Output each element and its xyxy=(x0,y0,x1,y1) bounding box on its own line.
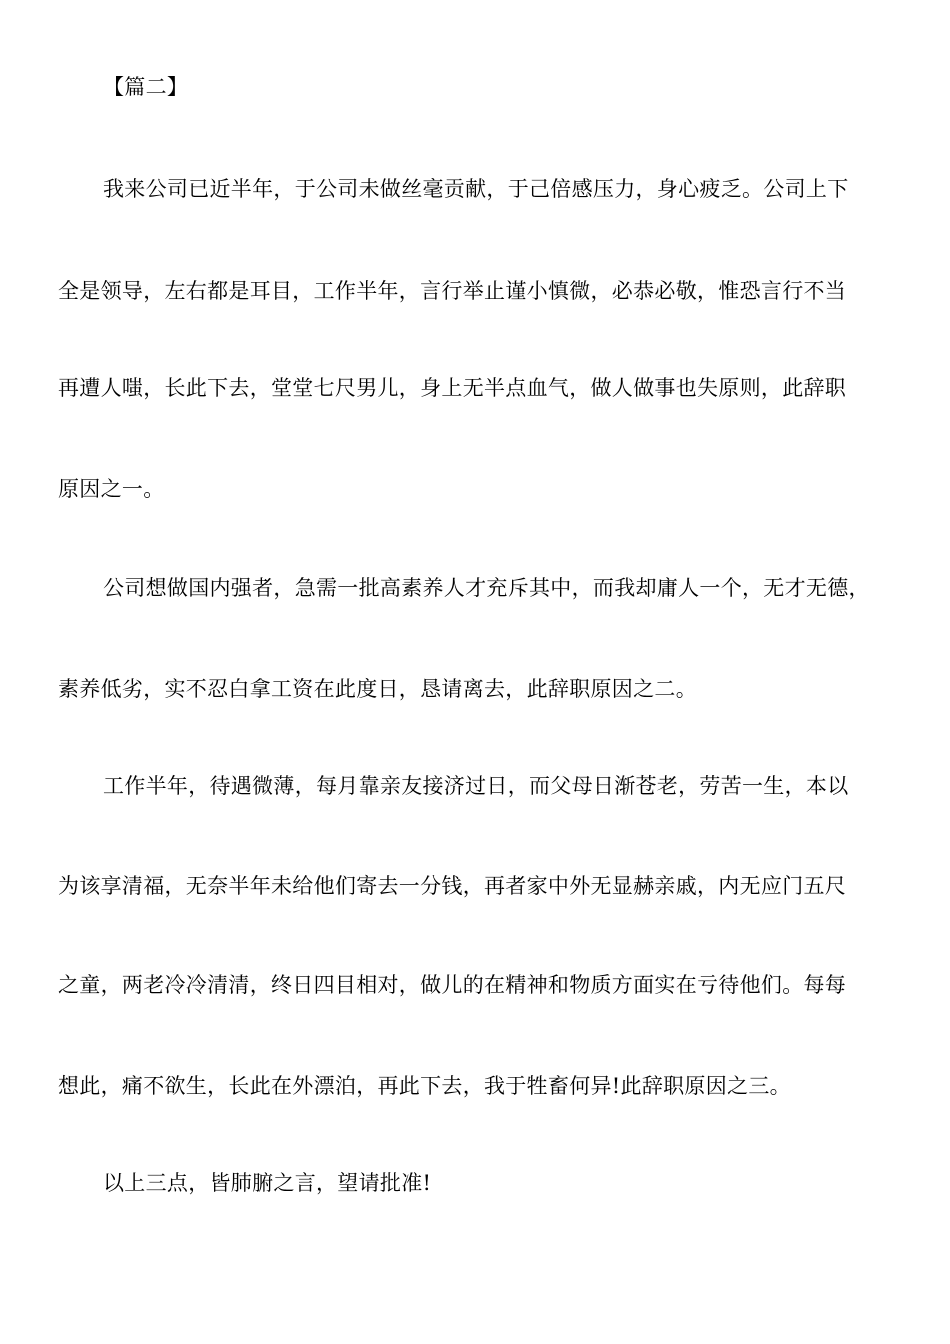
paragraph-3-line-4: 想此，痛不欲生，长此在外漂泊，再此下去，我于牲畜何异!此辞职原因之三。 xyxy=(58,1074,791,1098)
paragraph-1-line-1: 我来公司已近半年，于公司未做丝毫贡献，于己倍感压力，身心疲乏。公司上下 xyxy=(103,177,849,201)
paragraph-3-line-1: 工作半年，待遇微薄，每月靠亲友接济过日，而父母日渐苍老，劳苦一生，本以 xyxy=(103,774,849,798)
paragraph-4-line-1: 以上三点，皆肺腑之言，望请批准! xyxy=(103,1171,432,1195)
paragraph-3-line-2: 为该享清福，无奈半年未给他们寄去一分钱，再者家中外无显赫亲戚，内无应门五尺 xyxy=(58,874,847,898)
paragraph-3-line-3: 之童，两老冷冷清清，终日四目相对，做儿的在精神和物质方面实在亏待他们。每每 xyxy=(58,973,847,997)
paragraph-2-line-2: 素养低劣，实不忍白拿工资在此度日，恳请离去，此辞职原因之二。 xyxy=(58,677,697,701)
paragraph-1-line-4: 原因之一。 xyxy=(58,477,165,501)
paragraph-2-line-1: 公司想做国内强者，急需一批高素养人才充斥其中，而我却庸人一个，无才无德， xyxy=(103,576,870,600)
paragraph-1-line-2: 全是领导，左右都是耳目，工作半年，言行举止谨小慎微，必恭必敬，惟恐言行不当 xyxy=(58,279,847,303)
section-heading: 【篇二】 xyxy=(103,75,189,99)
paragraph-1-line-3: 再遭人嗤，长此下去，堂堂七尺男儿，身上无半点血气，做人做事也失原则，此辞职 xyxy=(58,376,847,400)
